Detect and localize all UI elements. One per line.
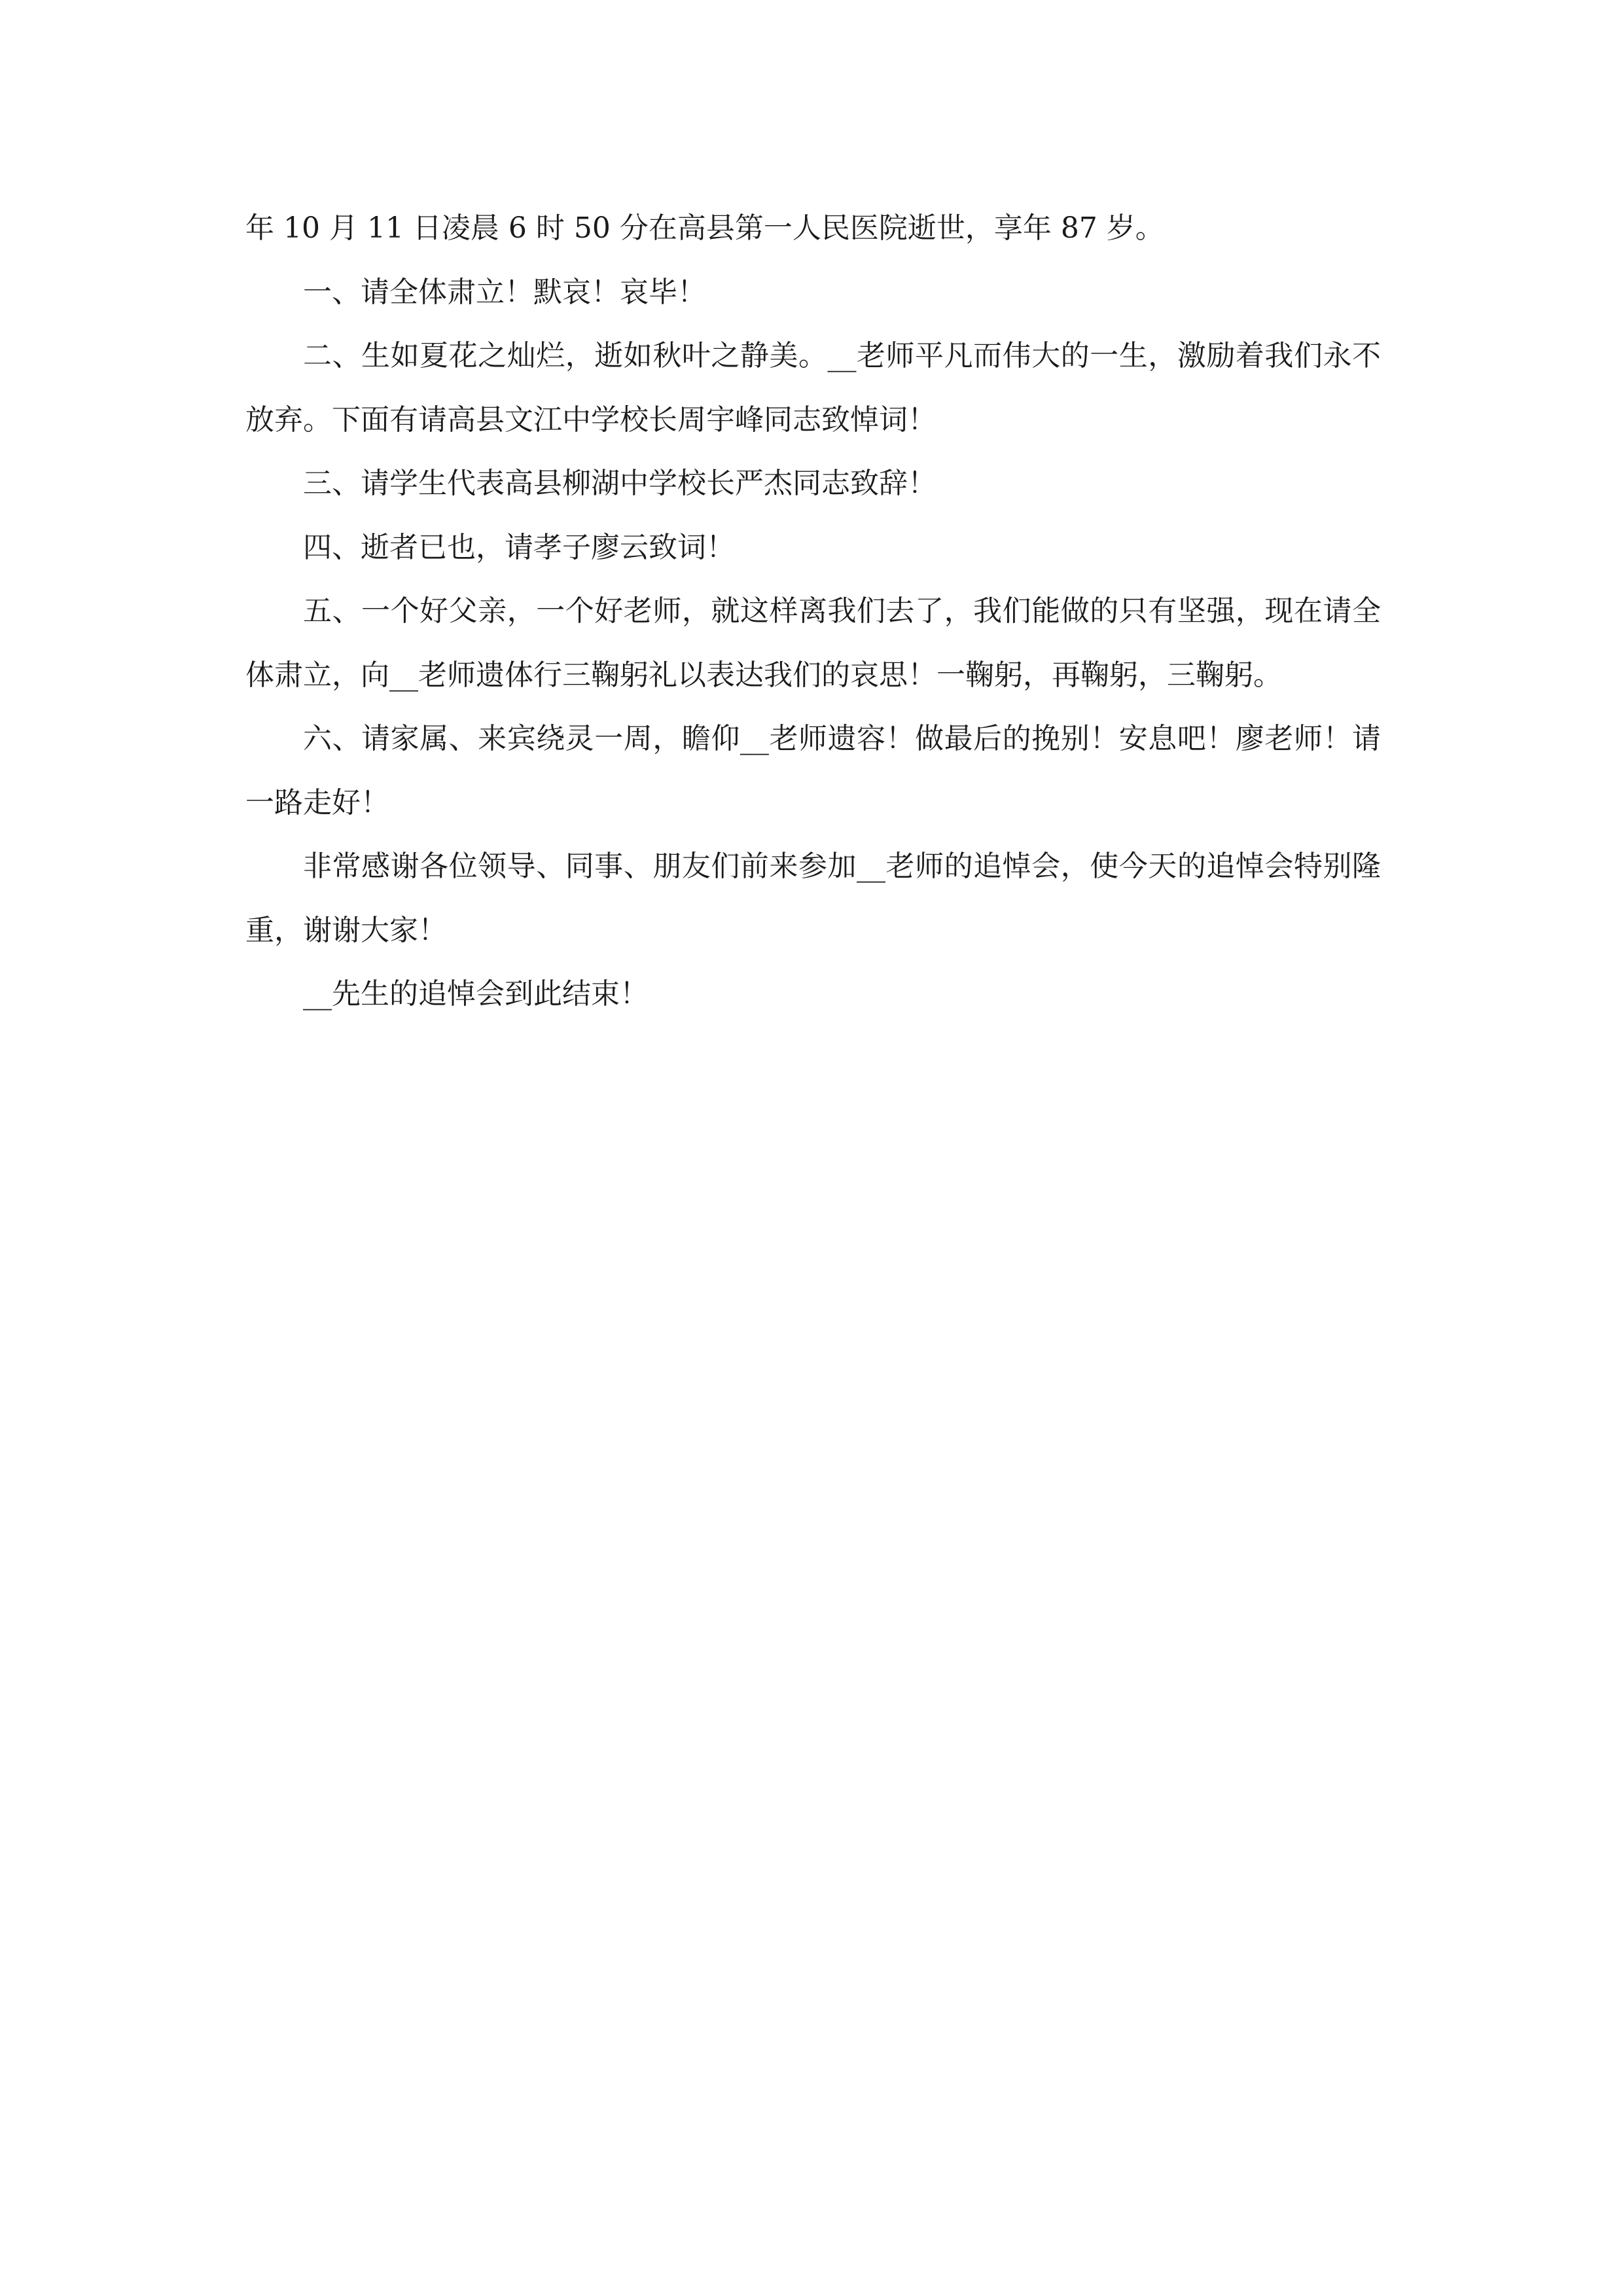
document-body — [245, 196, 1381, 1026]
paragraph-continuation: 年 10 月 11 日凌晨 6 时 50 分在高县第一人民医院逝世，享年 87 岁。 — [245, 211, 1164, 245]
paragraph-bow: 五、一个好父亲，一个好老师，就这样离我们去了，我们能做的只有坚强，现在请全体肃立，向__老师遗体行三鞠躬礼以表达我们的哀思！一鞠躬，再鞠躬，三鞠躬。 — [245, 594, 1381, 692]
paragraph-student-representative: 三、请学生代表高县柳湖中学校长严杰同志致辞！ — [303, 467, 936, 500]
paragraph-family-speech: 四、逝者已也，请孝子廖云致词！ — [303, 530, 735, 564]
paragraph-thanks: 非常感谢各位领导、同事、朋友们前来参加__老师的追悼会，使今天的追悼会特别隆重，谢谢大家！ — [245, 850, 1381, 947]
paragraph-eulogy-intro: 二、生如夏花之灿烂，逝如秋叶之静美。__老师平凡而伟大的一生，激励着我们永不放弃。下面有请高县文江中学校长周宇峰同志致悼词！ — [245, 339, 1381, 437]
paragraph-silence: 一、请全体肃立！默哀！哀毕！ — [303, 275, 706, 309]
paragraph-closing: __先生的追悼会到此结束！ — [303, 977, 649, 1011]
paragraph-farewell: 六、请家属、来宾绕灵一周，瞻仰__老师遗容！做最后的挽别！安息吧！廖老师！请一路走好！ — [245, 722, 1381, 819]
